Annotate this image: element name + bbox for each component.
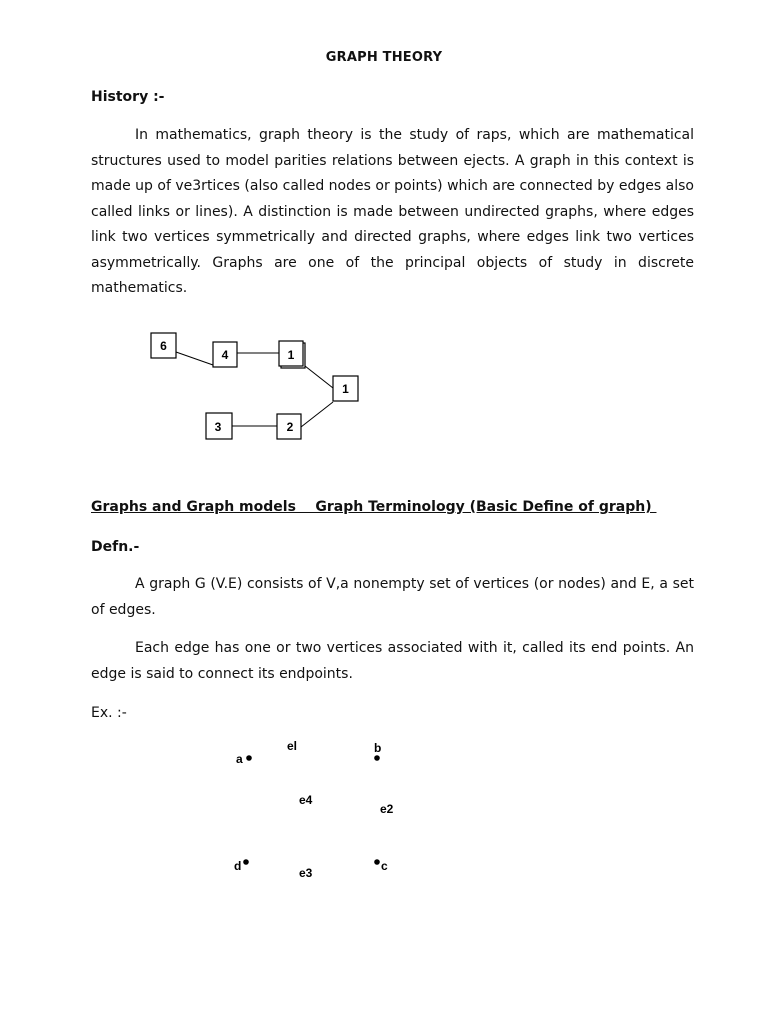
defn-paragraph: A graph G (V.E) consists of V,a nonempty set of vertices (or nodes) and E, a set of edges.: [91, 576, 694, 618]
svg-text:d: d: [234, 859, 242, 873]
history-paragraph: In mathematics, graph theory is the study of raps, which are mathematical structures used to model parities relations between ejects. A graph in this context is made up of ve3rtices (also called nodes or points) which are connected by edges also called links or lines). A distinction is made between undirected graphs, where edges link two vertices symmetrically and directed graphs, where edges link two vertices asymmetrically. Graphs are one of the principal objects of study in discrete mathematics.: [91, 127, 694, 296]
svg-text:b: b: [374, 741, 382, 755]
edge-label-e1: el: [287, 739, 298, 753]
svg-text:1: 1: [342, 382, 349, 396]
svg-text:4: 4: [221, 348, 229, 362]
edge-label-e3: e3: [299, 866, 313, 880]
edge-label-e4: e4: [299, 793, 313, 807]
svg-text:2: 2: [286, 420, 294, 434]
vertex-c: [374, 859, 388, 873]
edge-label-e2: e2: [380, 802, 394, 816]
svg-text:c: c: [381, 859, 388, 873]
example-label: Ex. :-: [91, 705, 127, 721]
page-title: GRAPH THEORY: [325, 50, 443, 65]
vertex-d: [234, 859, 249, 873]
svg-text:1: 1: [287, 348, 295, 362]
svg-text:a: a: [236, 752, 243, 766]
svg-text:6: 6: [160, 339, 167, 353]
history-heading: History :-: [91, 89, 165, 105]
vertex-b: [374, 741, 381, 761]
vertex-a: [236, 752, 252, 766]
edge-paragraph: Each edge has one or two vertices associated with it, called its end points. An edge is said to connect its endpoints.: [91, 640, 694, 682]
section-heading: Graphs and Graph models Graph Terminology (Basic Define of graph): [91, 499, 657, 515]
defn-heading: Defn.-: [91, 539, 140, 555]
svg-text:3: 3: [214, 420, 222, 434]
